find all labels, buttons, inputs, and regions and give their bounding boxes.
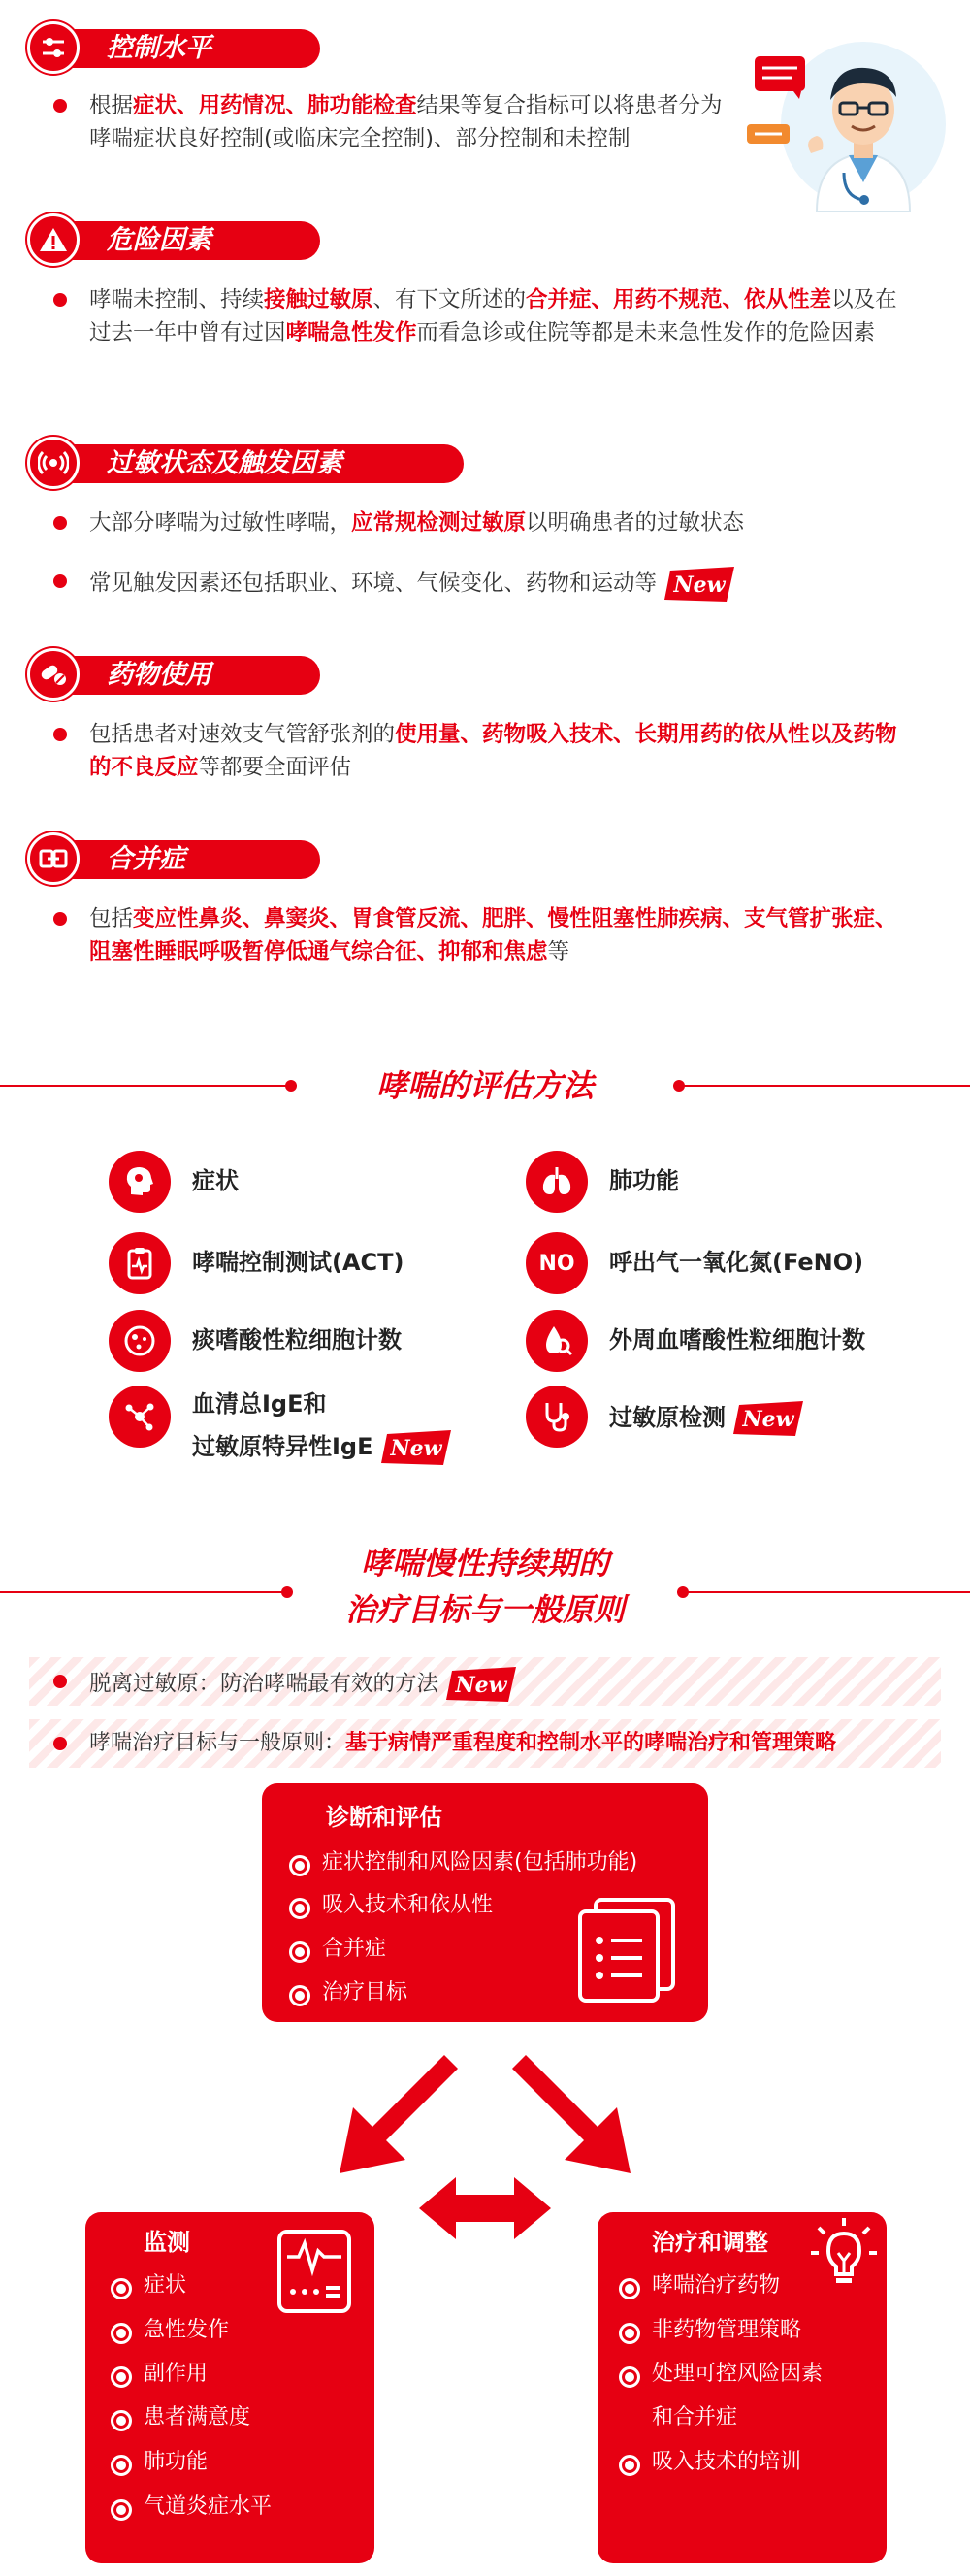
link-icon <box>27 832 80 885</box>
monitor-box <box>85 2212 374 2563</box>
text-run: 脱离过敏原：防治哮喘最有效的方法 <box>89 1671 439 1697</box>
treatment-box <box>598 2212 887 2563</box>
arrow-down-left-icon <box>340 2047 458 2173</box>
text-run: 哮喘未控制、持续 <box>89 287 265 312</box>
section-title: 控制水平 <box>107 33 211 63</box>
box-item: 吸入技术和依从性 <box>322 1890 493 1921</box>
method-item <box>109 1386 516 1467</box>
box-title: 治疗和调整 <box>652 2229 768 2256</box>
divider-line <box>0 1591 287 1593</box>
cycle-arrows <box>340 2047 630 2241</box>
allergy-bullet-2 <box>53 565 907 603</box>
highlight-text: 合并症、用药不规范、依从性差 <box>526 287 832 312</box>
box-item: 症状 <box>144 2270 186 2301</box>
box-title: 诊断和评估 <box>326 1804 442 1831</box>
risk-bullet <box>53 283 907 349</box>
method-item <box>526 1151 953 1213</box>
box-item-continued: 和合并症 <box>652 2405 738 2429</box>
text-run: 常见触发因素还包括职业、环境、气候变化、药物和运动等 <box>89 571 658 597</box>
highlight-text: 使用量、药物吸入技术、长期用药的依从性以及药物的不良反应 <box>89 722 897 780</box>
text-run: 包括 <box>89 906 134 931</box>
text-run: 结果等复合指标可以将患者分为哮喘症状良好控制(或临床完全控制)、部分控制和未控制 <box>89 93 723 151</box>
stethoscope-icon <box>526 1386 588 1448</box>
method-label: 肺功能 <box>609 1167 679 1194</box>
new-badge <box>731 1399 805 1438</box>
box-item: 合并症 <box>322 1934 386 1965</box>
goals-bullet-1 <box>53 1665 907 1704</box>
method-item <box>526 1310 962 1372</box>
goals-bullet-2 <box>53 1727 960 1760</box>
text-run: 哮喘治疗目标与一般原则： <box>89 1731 346 1755</box>
text-run: 等都要全面评估 <box>198 755 352 780</box>
method-item <box>526 1386 953 1448</box>
molecule-icon <box>109 1386 171 1448</box>
method-label: 血清总IgE和 <box>192 1390 327 1418</box>
section-title: 哮喘的评估方法 <box>375 1067 594 1104</box>
box-item: 急性发作 <box>144 2315 229 2346</box>
highlight-text: 基于病情严重程度和控制水平的哮喘治疗和管理策略 <box>345 1731 837 1755</box>
warning-icon <box>27 213 80 266</box>
control-bullet <box>53 89 732 155</box>
method-label: 哮喘控制测试(ACT) <box>192 1249 404 1276</box>
highlight-text: 应常规检测过敏原 <box>351 510 527 536</box>
no-text-icon: NO <box>526 1232 588 1294</box>
new-badge-label: New <box>742 1407 794 1432</box>
box-item: 副作用 <box>144 2359 208 2390</box>
section-title: 过敏状态及触发因素 <box>107 448 342 478</box>
arrow-horizontal-icon <box>419 2177 551 2239</box>
monitor-icon <box>275 2228 353 2315</box>
divider-line <box>679 1085 970 1087</box>
text-run: 包括患者对速效支气管舒张剂的 <box>89 722 396 747</box>
drug-bullet <box>53 718 907 784</box>
box-item: 吸入技术的培训 <box>652 2447 801 2478</box>
sliders-icon <box>27 21 80 74</box>
method-label: 痰嗜酸性粒细胞计数 <box>192 1326 402 1353</box>
method-label: 外周血嗜酸性粒细胞计数 <box>609 1326 865 1353</box>
section-title-line1: 哮喘慢性持续期的 <box>360 1545 609 1581</box>
section-title-line2: 治疗目标与一般原则 <box>344 1591 625 1628</box>
arrow-down-right-icon <box>512 2047 630 2173</box>
clipboard-icon <box>109 1232 171 1294</box>
documents-icon <box>574 1896 681 2003</box>
box-item: 气道炎症水平 <box>144 2492 272 2523</box>
signal-icon <box>27 437 80 489</box>
text-run: 而看急诊或住院等都是未来急性发作的危险因素 <box>416 320 876 345</box>
comorbid-bullet <box>53 902 907 968</box>
box-item: 治疗目标 <box>322 1977 407 2008</box>
allergy-bullet-1 <box>53 506 907 539</box>
method-label-text: 过敏原检测 <box>609 1404 726 1431</box>
head-icon <box>109 1151 171 1213</box>
new-badge <box>663 565 736 603</box>
new-badge <box>444 1665 518 1704</box>
method-item <box>526 1232 953 1294</box>
section-title: 危险因素 <box>107 225 211 255</box>
method-label: 症状 <box>192 1167 239 1194</box>
new-badge-label: New <box>389 1436 442 1461</box>
method-item <box>109 1232 497 1294</box>
box-item: 患者满意度 <box>144 2402 250 2433</box>
divider-line <box>0 1085 291 1087</box>
diagnosis-box <box>262 1783 708 2022</box>
method-item <box>109 1151 497 1213</box>
section-title-bar <box>56 840 320 879</box>
method-label-line2-text: 过敏原特异性IgE <box>192 1433 373 1460</box>
method-label <box>609 1399 805 1438</box>
new-badge-label: New <box>455 1673 507 1698</box>
new-badge-label: New <box>673 572 726 598</box>
box-title: 监测 <box>144 2229 190 2256</box>
method-label: 呼出气一氧化氮(FeNO) <box>609 1249 864 1276</box>
box-item: 哮喘治疗药物 <box>652 2270 780 2301</box>
lightbulb-icon <box>809 2216 879 2294</box>
lungs-icon <box>526 1151 588 1213</box>
highlight-text: 接触过敏原 <box>264 287 373 312</box>
text-run: 以明确患者的过敏状态 <box>526 510 745 536</box>
box-item: 非药物管理策略 <box>652 2315 801 2346</box>
blood-drop-icon <box>526 1310 588 1372</box>
section-title: 合并症 <box>107 844 185 874</box>
highlight-text: 症状、用药情况、肺功能检查 <box>133 93 417 118</box>
pills-icon <box>27 648 80 701</box>
new-badge <box>379 1428 453 1467</box>
text-run: 等 <box>547 939 570 964</box>
text-run: 、有下文所述的 <box>372 287 527 312</box>
section-title: 药物使用 <box>107 660 211 690</box>
text-run: 大部分哮喘为过敏性哮喘， <box>89 510 352 536</box>
box-item: 症状控制和风险因素(包括肺功能) <box>322 1847 637 1878</box>
method-label-line2 <box>192 1428 453 1467</box>
text-run: 以及在过去一年中曾有过因 <box>89 287 897 345</box>
cell-icon <box>109 1310 171 1372</box>
box-item: 肺功能 <box>144 2447 208 2478</box>
highlight-text: 变应性鼻炎、鼻窦炎、胃食管反流、肥胖、慢性阻塞性肺疾病、支气管扩张症、阻塞性睡眠呼吸暂停低通气综合征、抑郁和焦虑 <box>89 906 897 964</box>
method-item <box>109 1310 497 1372</box>
divider-line <box>683 1591 970 1593</box>
doctor-illustration <box>747 27 951 212</box>
text-run: 根据 <box>89 93 134 118</box>
highlight-text: 哮喘急性发作 <box>285 320 417 345</box>
box-item: 处理可控风险因素 <box>652 2359 823 2390</box>
